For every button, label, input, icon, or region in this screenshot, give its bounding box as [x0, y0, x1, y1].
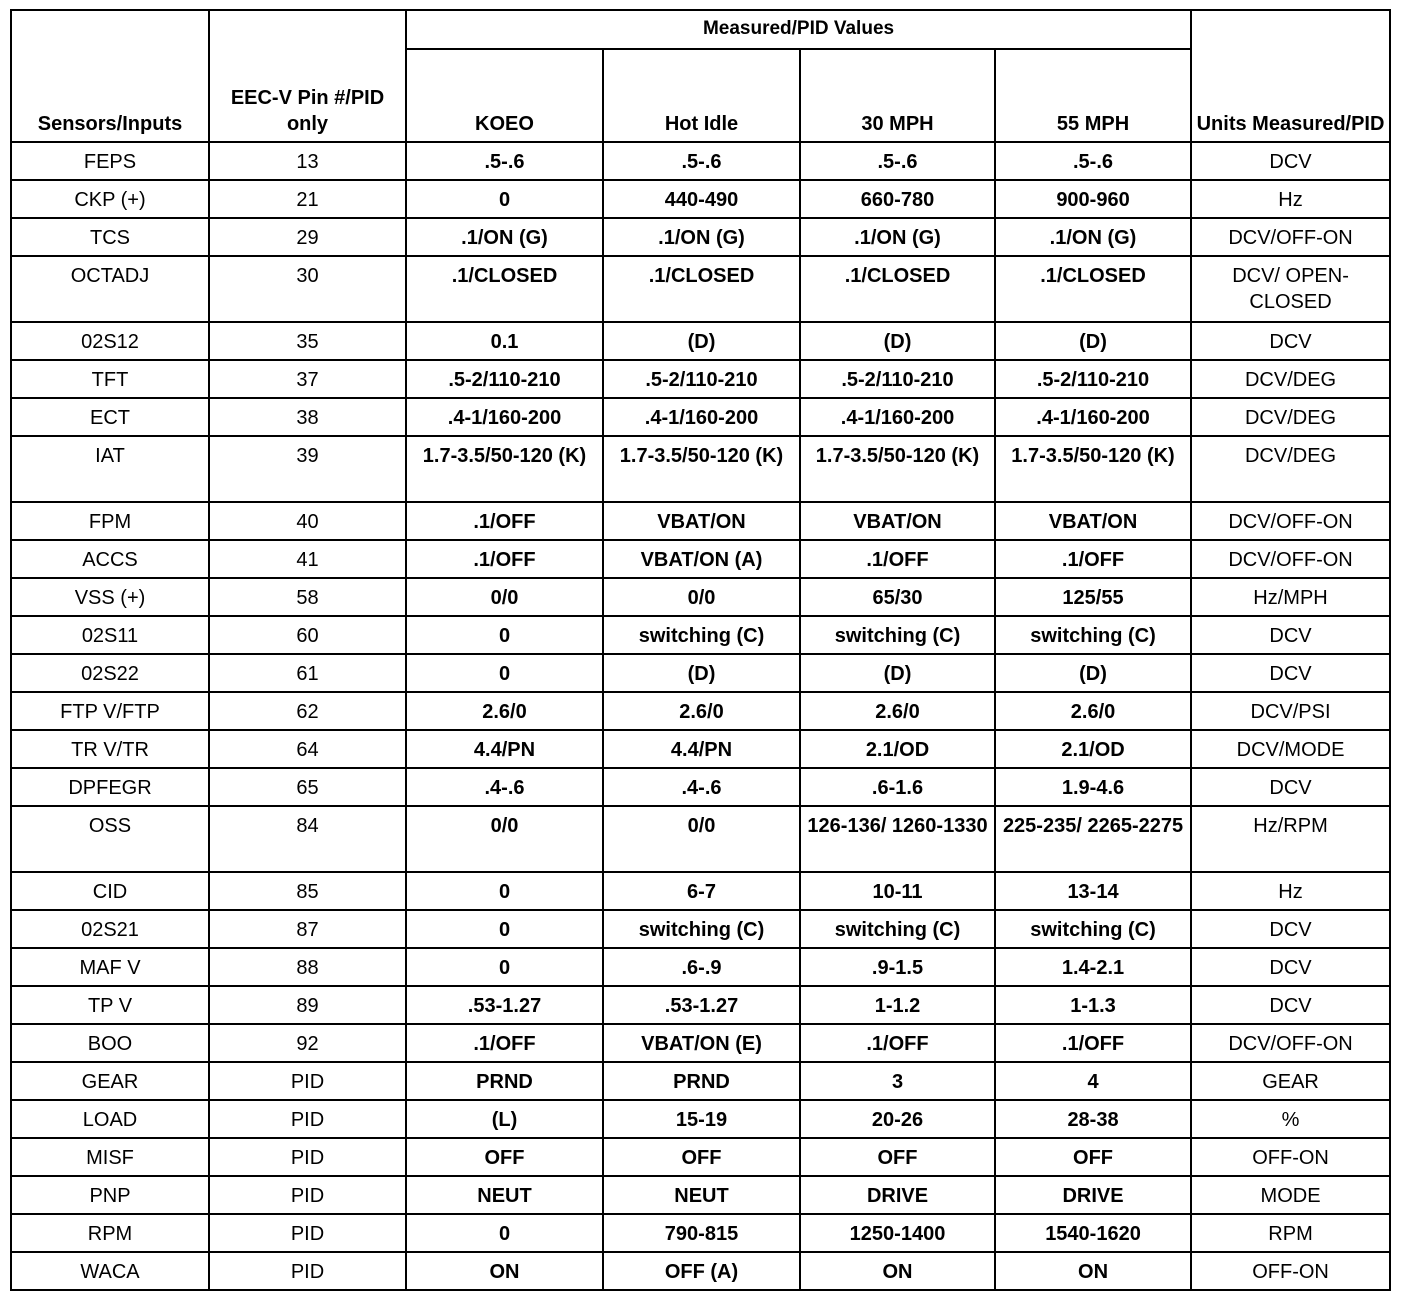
cell-pin: 41	[209, 540, 406, 578]
cell-pin: PID	[209, 1062, 406, 1100]
cell-30-mph: .6-1.6	[800, 768, 995, 806]
cell-30-mph: 2.6/0	[800, 692, 995, 730]
cell-pin: 60	[209, 616, 406, 654]
cell-units: MODE	[1191, 1176, 1390, 1214]
cell-30-mph: 3	[800, 1062, 995, 1100]
cell-30-mph: .1/OFF	[800, 540, 995, 578]
header-hot-idle: Hot Idle	[603, 49, 800, 142]
cell-pin: PID	[209, 1138, 406, 1176]
cell-55-mph: 225-235/ 2265-2275	[995, 806, 1191, 872]
cell-hot-idle: .6-.9	[603, 948, 800, 986]
table-row	[11, 768, 1390, 806]
table-row	[11, 256, 1390, 322]
cell-koeo: .1/OFF	[406, 1024, 603, 1062]
table-row	[11, 1138, 1390, 1176]
table-row	[11, 398, 1390, 436]
cell-30-mph: 65/30	[800, 578, 995, 616]
cell-sensor: CKP (+)	[11, 180, 209, 218]
cell-units: DCV	[1191, 986, 1390, 1024]
cell-55-mph: switching (C)	[995, 910, 1191, 948]
cell-koeo: PRND	[406, 1062, 603, 1100]
cell-pin: 64	[209, 730, 406, 768]
cell-sensor: MISF	[11, 1138, 209, 1176]
cell-koeo: 1.7-3.5/50-120 (K)	[406, 436, 603, 502]
cell-koeo: (L)	[406, 1100, 603, 1138]
pid-values-table	[10, 9, 1391, 1291]
cell-55-mph: DRIVE	[995, 1176, 1191, 1214]
cell-55-mph: ON	[995, 1252, 1191, 1290]
cell-koeo: .4-.6	[406, 768, 603, 806]
cell-30-mph: .5-2/110-210	[800, 360, 995, 398]
cell-koeo: NEUT	[406, 1176, 603, 1214]
cell-30-mph: 1.7-3.5/50-120 (K)	[800, 436, 995, 502]
cell-pin: 87	[209, 910, 406, 948]
cell-units: DCV/MODE	[1191, 730, 1390, 768]
cell-pin: 84	[209, 806, 406, 872]
cell-koeo: .1/CLOSED	[406, 256, 603, 322]
cell-30-mph: .1/OFF	[800, 1024, 995, 1062]
cell-30-mph: 2.1/OD	[800, 730, 995, 768]
cell-55-mph: 2.6/0	[995, 692, 1191, 730]
table-row	[11, 616, 1390, 654]
table-row	[11, 540, 1390, 578]
cell-units: DCV/OFF-ON	[1191, 218, 1390, 256]
cell-koeo: 0	[406, 872, 603, 910]
cell-hot-idle: .5-.6	[603, 142, 800, 180]
cell-units: OFF-ON	[1191, 1252, 1390, 1290]
cell-units: DCV/OFF-ON	[1191, 502, 1390, 540]
cell-sensor: 02S21	[11, 910, 209, 948]
cell-sensor: GEAR	[11, 1062, 209, 1100]
header-55-mph: 55 MPH	[995, 49, 1191, 142]
cell-55-mph: 28-38	[995, 1100, 1191, 1138]
cell-55-mph: .1/OFF	[995, 540, 1191, 578]
table-body	[11, 142, 1390, 1290]
cell-units: DCV	[1191, 616, 1390, 654]
header-measured-group: Measured/PID Values	[406, 10, 1191, 49]
cell-hot-idle: 1.7-3.5/50-120 (K)	[603, 436, 800, 502]
cell-units: DCV	[1191, 768, 1390, 806]
cell-30-mph: .9-1.5	[800, 948, 995, 986]
cell-30-mph: switching (C)	[800, 910, 995, 948]
cell-units: DCV/OFF-ON	[1191, 1024, 1390, 1062]
cell-55-mph: 1.7-3.5/50-120 (K)	[995, 436, 1191, 502]
cell-hot-idle: 15-19	[603, 1100, 800, 1138]
cell-units: DCV	[1191, 322, 1390, 360]
cell-55-mph: 1.4-2.1	[995, 948, 1191, 986]
cell-sensor: IAT	[11, 436, 209, 502]
cell-30-mph: (D)	[800, 322, 995, 360]
cell-sensor: TCS	[11, 218, 209, 256]
cell-30-mph: 1-1.2	[800, 986, 995, 1024]
cell-koeo: .1/OFF	[406, 540, 603, 578]
cell-pin: 40	[209, 502, 406, 540]
cell-sensor: FTP V/FTP	[11, 692, 209, 730]
cell-55-mph: 900-960	[995, 180, 1191, 218]
cell-pin: 38	[209, 398, 406, 436]
header-units: Units Measured/PID	[1191, 10, 1390, 142]
table-row	[11, 910, 1390, 948]
cell-koeo: OFF	[406, 1138, 603, 1176]
cell-koeo: 0.1	[406, 322, 603, 360]
cell-30-mph: 10-11	[800, 872, 995, 910]
cell-hot-idle: (D)	[603, 654, 800, 692]
cell-sensor: FEPS	[11, 142, 209, 180]
cell-sensor: 02S12	[11, 322, 209, 360]
cell-units: DCV/DEG	[1191, 360, 1390, 398]
cell-koeo: .4-1/160-200	[406, 398, 603, 436]
cell-pin: 30	[209, 256, 406, 322]
cell-55-mph: 1540-1620	[995, 1214, 1191, 1252]
cell-30-mph: VBAT/ON	[800, 502, 995, 540]
header-30-mph: 30 MPH	[800, 49, 995, 142]
cell-koeo: 0/0	[406, 578, 603, 616]
cell-pin: 89	[209, 986, 406, 1024]
cell-30-mph: .4-1/160-200	[800, 398, 995, 436]
cell-30-mph: .1/CLOSED	[800, 256, 995, 322]
table-row	[11, 986, 1390, 1024]
cell-55-mph: 1.9-4.6	[995, 768, 1191, 806]
table-row	[11, 360, 1390, 398]
cell-hot-idle: 4.4/PN	[603, 730, 800, 768]
cell-units: DCV	[1191, 142, 1390, 180]
cell-koeo: 0/0	[406, 806, 603, 872]
cell-hot-idle: 0/0	[603, 578, 800, 616]
cell-koeo: .53-1.27	[406, 986, 603, 1024]
cell-hot-idle: VBAT/ON (E)	[603, 1024, 800, 1062]
table-row	[11, 692, 1390, 730]
table-row	[11, 1062, 1390, 1100]
cell-units: DCV	[1191, 910, 1390, 948]
table-row	[11, 578, 1390, 616]
cell-sensor: PNP	[11, 1176, 209, 1214]
cell-hot-idle: .5-2/110-210	[603, 360, 800, 398]
cell-sensor: WACA	[11, 1252, 209, 1290]
cell-55-mph: .1/CLOSED	[995, 256, 1191, 322]
cell-30-mph: .1/ON (G)	[800, 218, 995, 256]
cell-hot-idle: OFF	[603, 1138, 800, 1176]
cell-55-mph: 13-14	[995, 872, 1191, 910]
cell-30-mph: 126-136/ 1260-1330	[800, 806, 995, 872]
cell-units: DCV/OFF-ON	[1191, 540, 1390, 578]
table-row	[11, 1214, 1390, 1252]
table-row	[11, 730, 1390, 768]
cell-hot-idle: .1/CLOSED	[603, 256, 800, 322]
table-row	[11, 1100, 1390, 1138]
cell-pin: 13	[209, 142, 406, 180]
cell-pin: 85	[209, 872, 406, 910]
cell-pin: PID	[209, 1214, 406, 1252]
cell-koeo: .5-2/110-210	[406, 360, 603, 398]
cell-30-mph: 1250-1400	[800, 1214, 995, 1252]
cell-sensor: RPM	[11, 1214, 209, 1252]
cell-55-mph: .5-.6	[995, 142, 1191, 180]
cell-units: DCV/ OPEN-CLOSED	[1191, 256, 1390, 322]
cell-koeo: .1/OFF	[406, 502, 603, 540]
cell-sensor: DPFEGR	[11, 768, 209, 806]
cell-units: GEAR	[1191, 1062, 1390, 1100]
cell-hot-idle: VBAT/ON (A)	[603, 540, 800, 578]
cell-55-mph: switching (C)	[995, 616, 1191, 654]
cell-koeo: 0	[406, 948, 603, 986]
cell-sensor: VSS (+)	[11, 578, 209, 616]
cell-hot-idle: .4-.6	[603, 768, 800, 806]
table-row	[11, 218, 1390, 256]
cell-hot-idle: (D)	[603, 322, 800, 360]
cell-30-mph: ON	[800, 1252, 995, 1290]
cell-pin: 35	[209, 322, 406, 360]
cell-sensor: BOO	[11, 1024, 209, 1062]
cell-hot-idle: switching (C)	[603, 910, 800, 948]
cell-units: Hz	[1191, 872, 1390, 910]
cell-pin: 58	[209, 578, 406, 616]
table-row	[11, 322, 1390, 360]
cell-units: Hz	[1191, 180, 1390, 218]
cell-55-mph: .1/OFF	[995, 1024, 1191, 1062]
cell-55-mph: (D)	[995, 322, 1191, 360]
cell-sensor: TP V	[11, 986, 209, 1024]
table-row	[11, 654, 1390, 692]
header-sensors: Sensors/Inputs	[11, 10, 209, 142]
cell-koeo: 0	[406, 180, 603, 218]
cell-sensor: LOAD	[11, 1100, 209, 1138]
cell-hot-idle: PRND	[603, 1062, 800, 1100]
cell-hot-idle: 6-7	[603, 872, 800, 910]
cell-sensor: TFT	[11, 360, 209, 398]
cell-hot-idle: 2.6/0	[603, 692, 800, 730]
cell-hot-idle: .1/ON (G)	[603, 218, 800, 256]
cell-pin: 29	[209, 218, 406, 256]
table-row	[11, 948, 1390, 986]
cell-30-mph: 660-780	[800, 180, 995, 218]
cell-55-mph: 125/55	[995, 578, 1191, 616]
cell-koeo: 0	[406, 910, 603, 948]
table-row	[11, 180, 1390, 218]
cell-units: Hz/RPM	[1191, 806, 1390, 872]
cell-pin: PID	[209, 1176, 406, 1214]
cell-koeo: 2.6/0	[406, 692, 603, 730]
cell-30-mph: switching (C)	[800, 616, 995, 654]
cell-30-mph: .5-.6	[800, 142, 995, 180]
table-row	[11, 1252, 1390, 1290]
cell-sensor: TR V/TR	[11, 730, 209, 768]
cell-55-mph: .1/ON (G)	[995, 218, 1191, 256]
cell-sensor: FPM	[11, 502, 209, 540]
cell-koeo: 0	[406, 616, 603, 654]
cell-sensor: CID	[11, 872, 209, 910]
cell-hot-idle: 440-490	[603, 180, 800, 218]
cell-55-mph: 2.1/OD	[995, 730, 1191, 768]
cell-hot-idle: VBAT/ON	[603, 502, 800, 540]
table-row	[11, 1176, 1390, 1214]
cell-pin: 21	[209, 180, 406, 218]
cell-55-mph: VBAT/ON	[995, 502, 1191, 540]
table-row	[11, 872, 1390, 910]
cell-sensor: ACCS	[11, 540, 209, 578]
cell-hot-idle: NEUT	[603, 1176, 800, 1214]
cell-55-mph: .5-2/110-210	[995, 360, 1191, 398]
cell-koeo: .5-.6	[406, 142, 603, 180]
cell-55-mph: .4-1/160-200	[995, 398, 1191, 436]
cell-koeo: 4.4/PN	[406, 730, 603, 768]
cell-55-mph: (D)	[995, 654, 1191, 692]
header-pin: EEC-V Pin #/PID only	[209, 10, 406, 142]
cell-55-mph: 1-1.3	[995, 986, 1191, 1024]
cell-koeo: 0	[406, 654, 603, 692]
cell-pin: 62	[209, 692, 406, 730]
cell-55-mph: OFF	[995, 1138, 1191, 1176]
cell-pin: 92	[209, 1024, 406, 1062]
cell-sensor: ECT	[11, 398, 209, 436]
cell-koeo: .1/ON (G)	[406, 218, 603, 256]
cell-sensor: MAF V	[11, 948, 209, 986]
cell-units: RPM	[1191, 1214, 1390, 1252]
table-row	[11, 142, 1390, 180]
cell-pin: 39	[209, 436, 406, 502]
cell-pin: PID	[209, 1100, 406, 1138]
cell-hot-idle: .4-1/160-200	[603, 398, 800, 436]
table-row	[11, 436, 1390, 502]
cell-sensor: OCTADJ	[11, 256, 209, 322]
cell-sensor: 02S22	[11, 654, 209, 692]
cell-30-mph: DRIVE	[800, 1176, 995, 1214]
cell-30-mph: OFF	[800, 1138, 995, 1176]
cell-pin: 65	[209, 768, 406, 806]
table-row	[11, 1024, 1390, 1062]
cell-koeo: ON	[406, 1252, 603, 1290]
cell-units: Hz/MPH	[1191, 578, 1390, 616]
cell-hot-idle: OFF (A)	[603, 1252, 800, 1290]
cell-hot-idle: switching (C)	[603, 616, 800, 654]
cell-units: OFF-ON	[1191, 1138, 1390, 1176]
cell-hot-idle: .53-1.27	[603, 986, 800, 1024]
cell-sensor: OSS	[11, 806, 209, 872]
cell-units: DCV	[1191, 948, 1390, 986]
cell-pin: 61	[209, 654, 406, 692]
cell-hot-idle: 790-815	[603, 1214, 800, 1252]
cell-pin: 37	[209, 360, 406, 398]
cell-pin: 88	[209, 948, 406, 986]
cell-units: DCV	[1191, 654, 1390, 692]
header-koeo: KOEO	[406, 49, 603, 142]
cell-koeo: 0	[406, 1214, 603, 1252]
cell-sensor: 02S11	[11, 616, 209, 654]
cell-55-mph: 4	[995, 1062, 1191, 1100]
cell-units: DCV/DEG	[1191, 436, 1390, 502]
table-row	[11, 806, 1390, 872]
cell-30-mph: 20-26	[800, 1100, 995, 1138]
cell-units: %	[1191, 1100, 1390, 1138]
table-row	[11, 502, 1390, 540]
cell-pin: PID	[209, 1252, 406, 1290]
cell-units: DCV/DEG	[1191, 398, 1390, 436]
cell-units: DCV/PSI	[1191, 692, 1390, 730]
cell-30-mph: (D)	[800, 654, 995, 692]
cell-hot-idle: 0/0	[603, 806, 800, 872]
